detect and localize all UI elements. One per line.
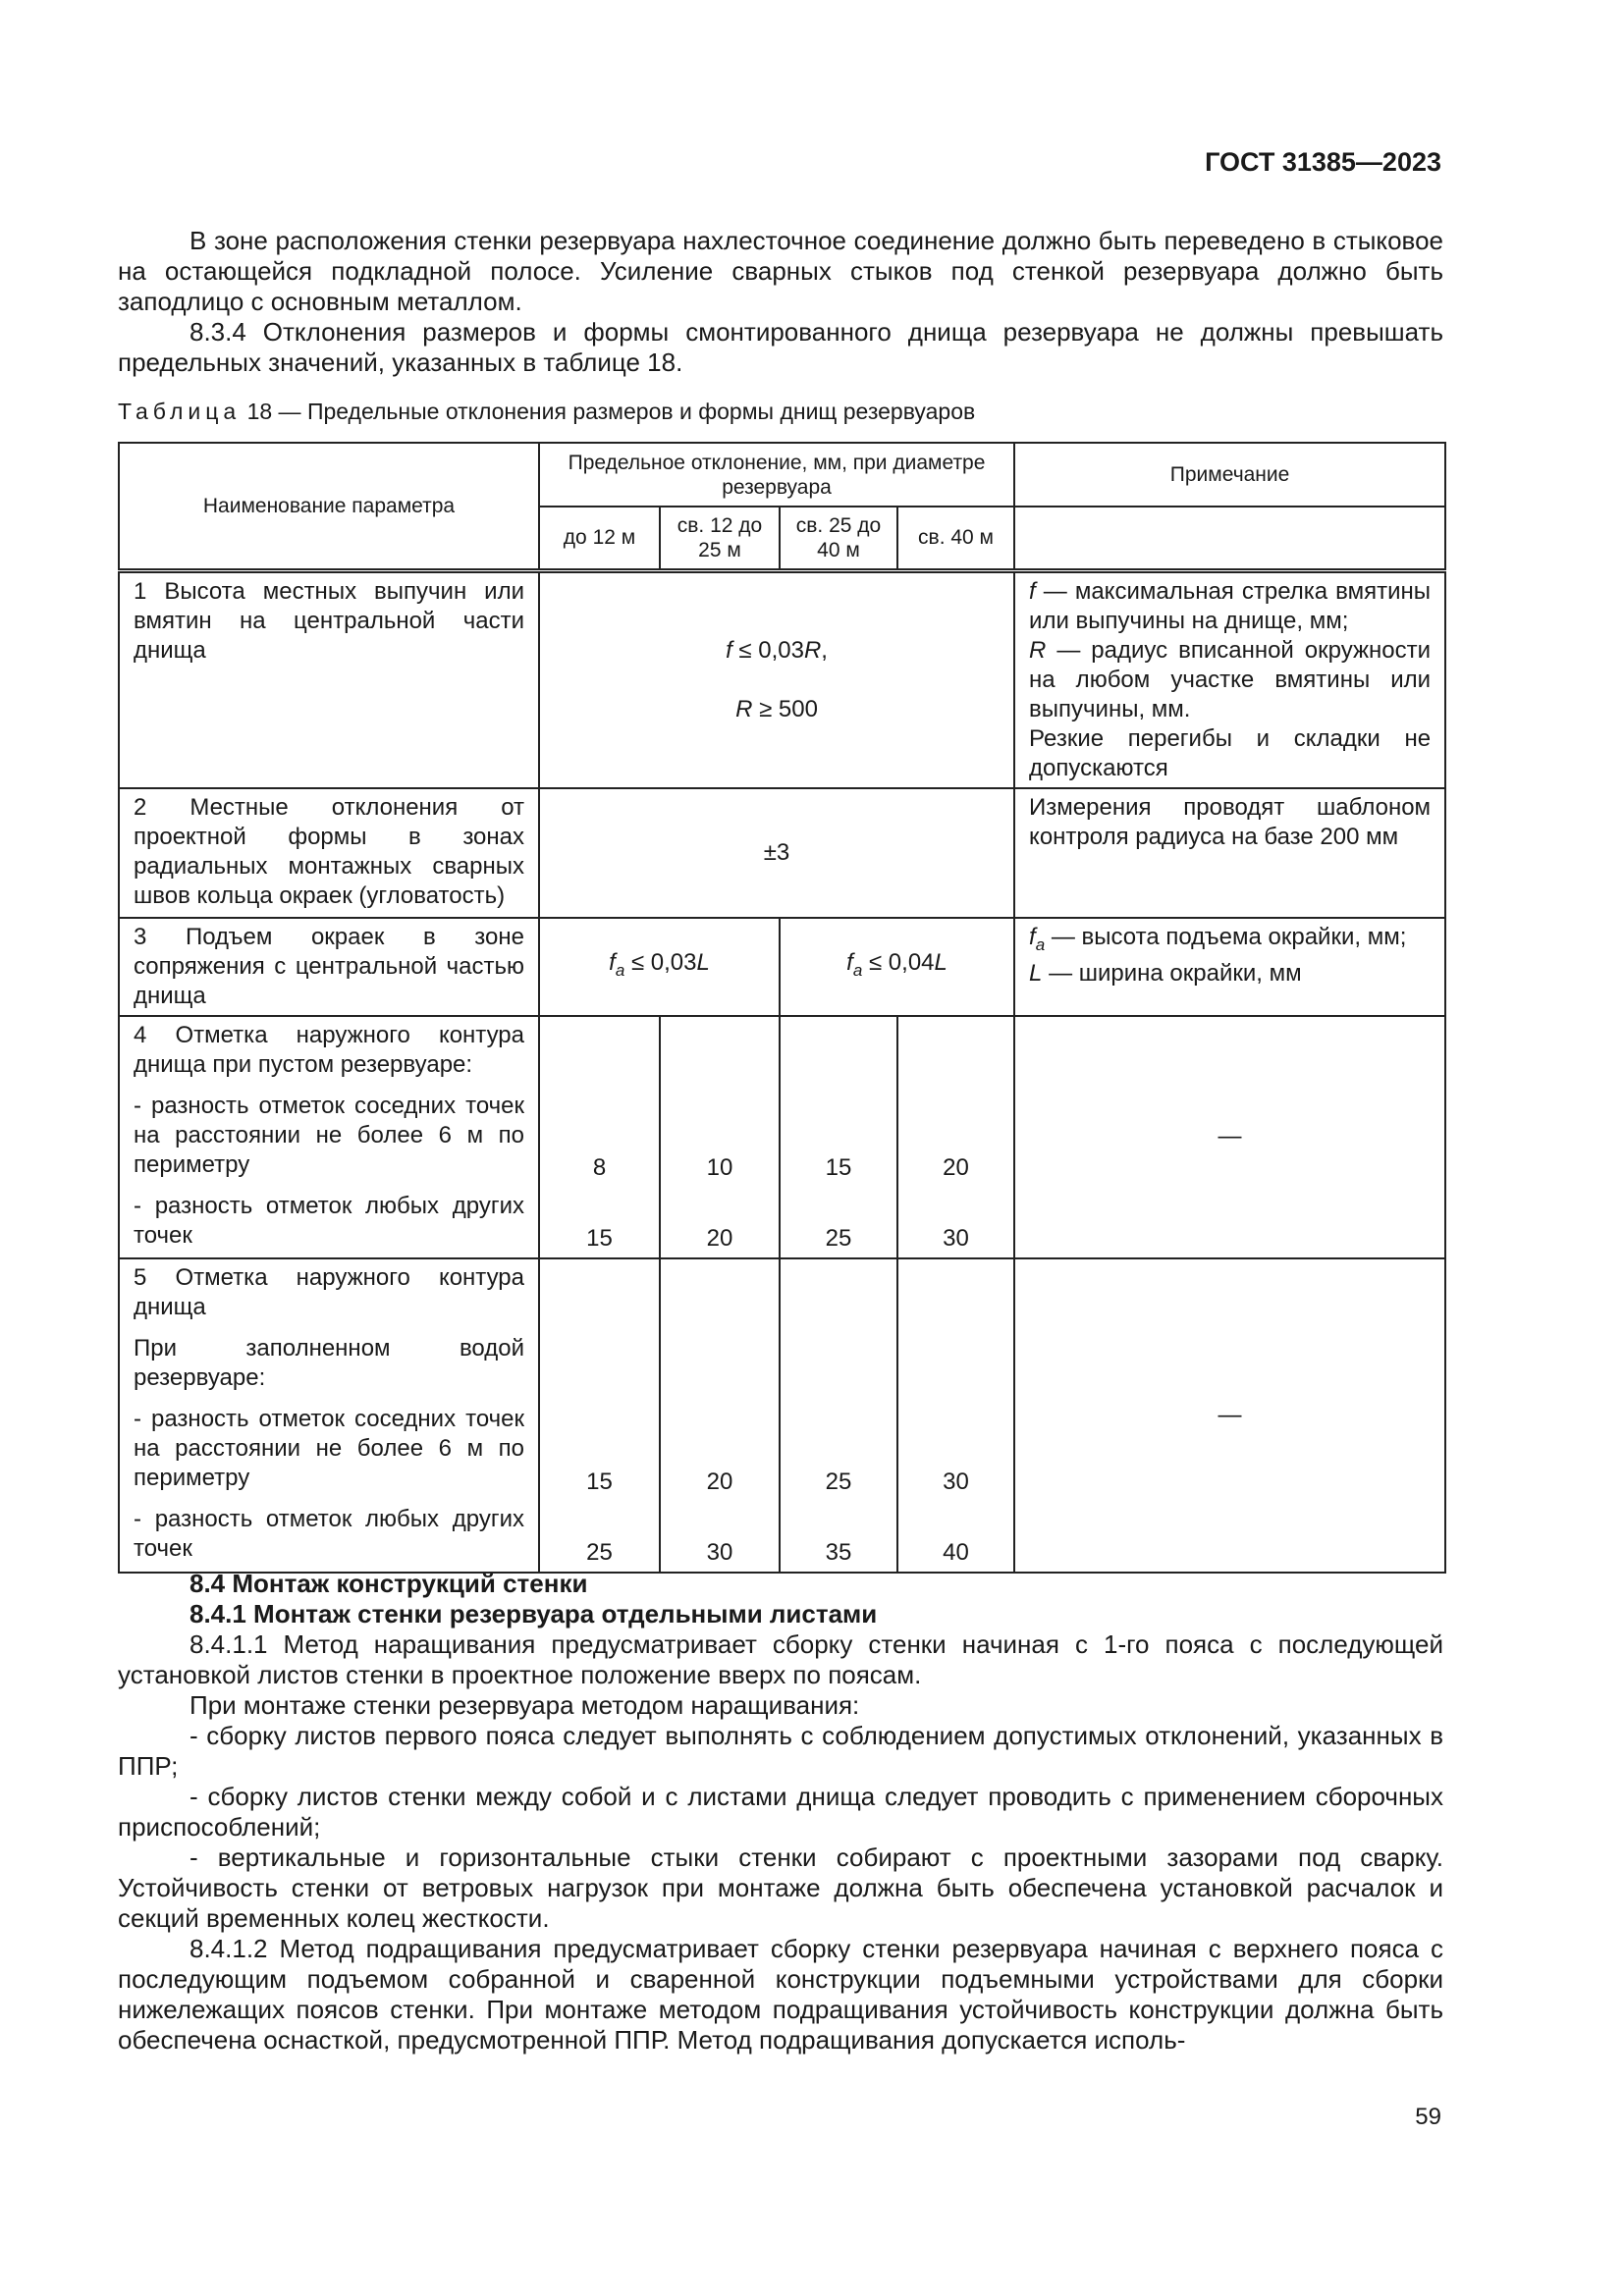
caption-word: Таблица — [118, 399, 242, 424]
param-text: 4 Отметка наружного контура днища при пустом резервуаре: — [134, 1021, 524, 1078]
sym: L — [696, 948, 710, 976]
paragraph: 8.4.1.2 Метод подращивания предусматривает сборку стенки резервуара начиная с верхнего пояса с последующим подъемом собранной и сваренной конструкции подъемными устройствами для сборки нижележащих поясов стенки. При монтаже методом подращивания устойчивость конструкции должна быть обеспечена оснасткой, предусмотренной ППР. Метод подращивания допускается исполь- — [118, 1934, 1443, 2055]
val: 25 — [586, 1538, 613, 1566]
val: 20 — [706, 1468, 733, 1495]
val: ≤ 0,04 — [862, 948, 935, 976]
paragraph: 8.4.1.1 Метод наращивания предусматривает сборку стенки начиная с 1-го пояса с последующей установкой листов стенки в проектное положение вверх по поясам. — [118, 1629, 1443, 1689]
param-cell: 2 Местные отклонения от проектной формы в зонах радиальных монтажных сварных швов кольца окраек (угловатость) — [119, 788, 539, 918]
paragraph: - вертикальные и горизонтальные стыки стенки собирают с проектными зазорами под сварку. Устойчивость стенки от ветровых нагрузок при монтаже должна быть обеспечена установкой расчалок и секций временных колец жесткости. — [118, 1842, 1443, 1933]
val: 20 — [943, 1153, 969, 1181]
note-cell: — — [1014, 1016, 1445, 1258]
paragraph: - сборку листов стенки между собой и с листами днища следует проводить с применением сборочных приспособлений; — [118, 1782, 1443, 1842]
param-text: При заполненном водой резервуаре: — [134, 1334, 524, 1391]
val: 35 — [825, 1538, 852, 1566]
value-cell — [539, 1258, 660, 1573]
caption-text: 18 — Предельные отклонения размеров и формы днищ резервуаров — [241, 399, 976, 424]
note-cell — [1014, 570, 1445, 788]
note: — высота подъема окрайки, мм; — [1045, 923, 1407, 950]
value-cell: ±3 — [539, 788, 1014, 918]
paragraph: В зоне расположения стенки резервуара нахлесточное соединение должно быть переведено в стыковое на остающейся подкладной полосе. Усиление сварных стыков под стенкой резервуара должно быть заподлицо с основным металлом. — [118, 226, 1443, 316]
val: 15 — [825, 1153, 852, 1181]
paragraph: При монтаже стенки резервуара методом наращивания: — [189, 1690, 860, 1720]
val: 20 — [706, 1224, 733, 1252]
value-cell — [539, 570, 1014, 788]
section-text — [118, 1569, 1443, 2056]
value-cell — [780, 1016, 897, 1258]
param-text: 5 Отметка наружного контура днища — [134, 1263, 524, 1320]
table-row — [119, 1258, 1445, 1573]
value-cell — [539, 918, 780, 1016]
table-row — [119, 1016, 1445, 1258]
sym: f — [846, 948, 853, 976]
sym: R — [1029, 636, 1047, 664]
note: — максимальная стрелка вмятины или выпучины на днище, мм; — [1029, 577, 1432, 634]
val: 30 — [943, 1468, 969, 1495]
document-code: ГОСТ 31385—2023 — [1205, 147, 1441, 177]
subsection-heading: 8.4.1 Монтаж стенки резервуара отдельными листами — [189, 1599, 878, 1629]
sym: L — [1029, 960, 1043, 988]
val: 8 — [592, 1153, 607, 1181]
param-cell — [119, 1258, 539, 1573]
header-param: Наименование параметра — [119, 443, 539, 570]
note-cell — [1014, 918, 1445, 1016]
sym: a — [1035, 934, 1046, 954]
val: ≤ 0,03 — [731, 636, 804, 664]
val: 10 — [706, 1153, 733, 1181]
note: — радиус вписанной окружности на любом участке вмятины или выпучины, мм. — [1029, 636, 1432, 722]
param-text: - разность отметок любых других точек — [134, 1192, 524, 1249]
param-cell: 3 Подъем окраек в зоне сопряжения с центральной частью днища — [119, 918, 539, 1016]
value-cell — [660, 1016, 780, 1258]
header-diameter: до 12 м — [539, 507, 660, 570]
table-row — [119, 570, 1445, 788]
param-text: - разность отметок любых других точек — [134, 1505, 524, 1562]
paragraph: - сборку листов первого пояса следует выполнять с соблюдением допустимых отклонений, указанных в ППР; — [118, 1721, 1443, 1781]
sym: a — [615, 960, 625, 980]
param-text: - разность отметок соседних точек на расстоянии не более 6 м по периметру — [134, 1092, 524, 1178]
val: ≤ 0,03 — [624, 948, 697, 976]
table-caption — [118, 399, 975, 425]
sym: R — [803, 636, 822, 664]
value-cell — [897, 1016, 1014, 1258]
sym: L — [934, 948, 947, 976]
paragraph: 8.3.4 Отклонения размеров и формы смонтированного днища резервуара не должны превышать предельных значений, указанных в таблице 18. — [118, 317, 1443, 377]
val: ≥ 500 — [752, 695, 818, 722]
sym: f — [1029, 923, 1036, 950]
header-empty — [1014, 507, 1445, 570]
param-text: - разность отметок соседних точек на расстоянии не более 6 м по периметру — [134, 1405, 524, 1491]
value-cell — [660, 1258, 780, 1573]
val: 30 — [943, 1224, 969, 1252]
header-diameter: св. 40 м — [897, 507, 1014, 570]
val: 30 — [706, 1538, 733, 1566]
value-cell — [539, 1016, 660, 1258]
section-heading: 8.4 Монтаж конструкций стенки — [189, 1569, 588, 1598]
value-cell — [780, 1258, 897, 1573]
table-row — [119, 918, 1445, 1016]
sym: f — [726, 636, 732, 664]
param-cell — [119, 1016, 539, 1258]
note-cell: Измерения проводят шаблоном контроля радиуса на базе 200 мм — [1014, 788, 1445, 918]
val: 40 — [943, 1538, 969, 1566]
val: 15 — [586, 1468, 613, 1495]
val: 15 — [586, 1224, 613, 1252]
val: 25 — [825, 1468, 852, 1495]
sym: f — [1029, 577, 1036, 605]
val: , — [821, 636, 828, 664]
value-cell — [897, 1258, 1014, 1573]
header-diameter: св. 25 до 40 м — [780, 507, 897, 570]
sym: R — [735, 695, 753, 722]
deviation-table — [118, 442, 1446, 1574]
sym: f — [609, 948, 616, 976]
note-cell: — — [1014, 1258, 1445, 1573]
page-number: 59 — [1415, 2104, 1441, 2130]
intro-text — [118, 226, 1443, 378]
note: — ширина окрайки, мм — [1042, 960, 1302, 988]
val: 25 — [825, 1224, 852, 1252]
header-deviation: Предельное отклонение, мм, при диаметре резервуара — [539, 443, 1014, 507]
value-cell — [780, 918, 1014, 1016]
param-cell: 1 Высота местных выпучин или вмятин на центральной части днища — [119, 570, 539, 788]
sym: a — [852, 960, 863, 980]
header-note: Примечание — [1014, 443, 1445, 507]
note: Резкие перегибы и складки не допускаются — [1029, 724, 1432, 781]
header-diameter: св. 12 до 25 м — [660, 507, 780, 570]
table-row — [119, 788, 1445, 918]
